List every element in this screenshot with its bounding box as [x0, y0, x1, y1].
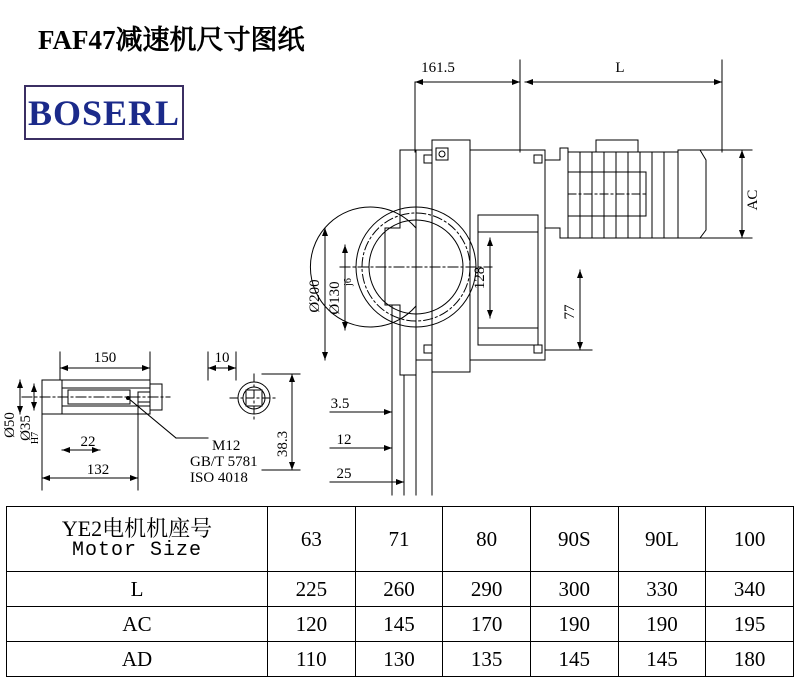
dim-dia130: Ø130 — [327, 281, 343, 315]
callout-line-3: ISO 4018 — [190, 470, 248, 486]
dim-10: 10 — [214, 350, 230, 366]
motor-size-value: 90S — [530, 507, 618, 572]
row-value: 110 — [268, 642, 356, 677]
brand-logo-text: BOSERL — [27, 92, 181, 133]
dim-dia200: Ø200 — [307, 279, 323, 313]
row-label: AC — [7, 607, 268, 642]
dim-132: 132 — [86, 462, 110, 478]
row-value: 340 — [706, 572, 794, 607]
dim-22: 22 — [80, 434, 96, 450]
motor-size-header-cn: YE2电机机座号 — [61, 515, 213, 541]
dim-25: 25 — [336, 466, 352, 482]
callout-line-2: GB/T 5781 — [190, 454, 258, 470]
dim-161-5: 161.5 — [421, 60, 455, 76]
motor-size-header — [7, 507, 268, 572]
dim-150: 150 — [93, 350, 117, 366]
dim-dia35: Ø35 — [18, 415, 34, 441]
row-value: 180 — [706, 642, 794, 677]
row-value: 145 — [618, 642, 706, 677]
dim-dia50: Ø50 — [2, 412, 18, 438]
row-value: 300 — [530, 572, 618, 607]
table-row — [7, 642, 794, 677]
dim-dia130-tolerance: j6 — [343, 278, 354, 286]
page-title: FAF47减速机尺寸图纸 — [38, 25, 305, 55]
row-value: 195 — [706, 607, 794, 642]
dim-77: 77 — [562, 304, 578, 320]
row-value: 190 — [530, 607, 618, 642]
dim-AC: AC — [745, 189, 761, 211]
motor-size-value: 63 — [268, 507, 356, 572]
motor-size-header-en: Motor Size — [71, 539, 203, 563]
row-value: 170 — [443, 607, 531, 642]
row-value: 145 — [530, 642, 618, 677]
specification-table — [6, 506, 794, 677]
row-value: 145 — [355, 607, 443, 642]
row-label: AD — [7, 642, 268, 677]
dim-128: 128 — [472, 266, 488, 290]
dim-3-5: 3.5 — [330, 396, 350, 412]
callout-line-1: M12 — [212, 438, 241, 454]
row-value: 130 — [355, 642, 443, 677]
table-row — [7, 572, 794, 607]
row-value: 290 — [443, 572, 531, 607]
row-value: 120 — [268, 607, 356, 642]
row-value: 225 — [268, 572, 356, 607]
row-value: 190 — [618, 607, 706, 642]
motor-size-value: 100 — [706, 507, 794, 572]
motor-size-value: 71 — [355, 507, 443, 572]
table-row — [7, 607, 794, 642]
row-label: L — [7, 572, 268, 607]
row-value: 260 — [355, 572, 443, 607]
dim-38-3: 38.3 — [275, 430, 291, 458]
table-row-header — [7, 507, 794, 572]
dim-12: 12 — [336, 432, 352, 448]
motor-size-value: 90L — [618, 507, 706, 572]
dim-dia35-tolerance: H7 — [30, 431, 41, 445]
row-value: 330 — [618, 572, 706, 607]
motor-size-value: 80 — [443, 507, 531, 572]
row-value: 135 — [443, 642, 531, 677]
dim-L: L — [615, 60, 625, 76]
